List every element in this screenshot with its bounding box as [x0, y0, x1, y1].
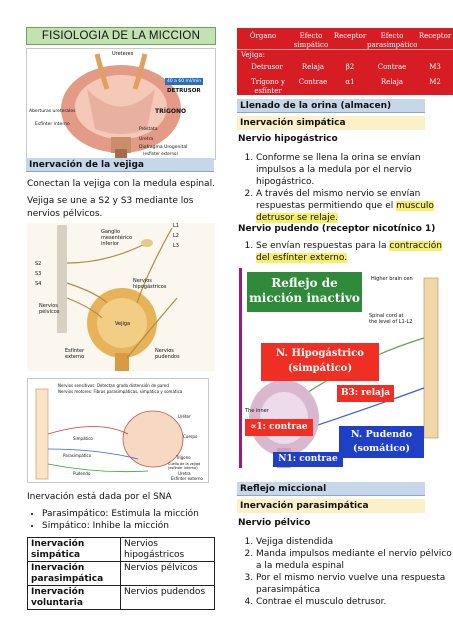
paragraph-conectan: Conectan la vejiga con la medula espinal. — [27, 179, 215, 189]
bullet-parasimpatico: • Parasimpático: Estimula la micción — [42, 508, 242, 520]
s2-label: S2 — [35, 261, 42, 267]
inervacion-simpatica-header: Inervación simpática — [237, 116, 425, 130]
esfinter-interno-label: Esfinter interno — [35, 122, 70, 127]
list-item: 3. Por el mismo nervio vuelve una respuesta parasimpática — [256, 572, 452, 596]
receptor-table-section: Vejiga: — [241, 51, 265, 59]
paragraph-sna: Inervación está dada por el SNA — [27, 492, 172, 502]
motores-note: Nervios motores: Fibras parasimpáticas, simpática y somática — [58, 389, 183, 394]
spinal-cord-label — [369, 313, 412, 325]
receptor-table-header: Órgano — [249, 32, 277, 40]
inervacion-parasimpatica-header: Inervación parasimpática — [237, 499, 425, 513]
receptor-table — [237, 28, 453, 95]
list-item: 1. Conforme se llena la orina se envían impulsos a la medula por el nervio hipogástrico. — [256, 152, 453, 188]
spinal-line2: the level of L1-L2 — [369, 319, 413, 325]
llenado-header: Llenado de la orina (almacen) — [237, 99, 425, 113]
esfinter-externo-label: (esfinter externo) — [143, 151, 179, 156]
receptor-table-header: Efecto simpático — [293, 32, 329, 49]
esfinter-fig3-label: Esfínter externo — [171, 476, 203, 481]
detrusor-label: DETRUSOR — [167, 88, 201, 94]
ganglio-label: Ganglio mesentérico inferior — [101, 229, 133, 247]
innervation-figure — [27, 223, 215, 371]
receptor-table-cell: α1 — [345, 78, 355, 86]
vejiga-label: Vejiga — [115, 321, 131, 327]
receptor-table-cell: Relaja — [380, 78, 404, 86]
hipogastrico-box — [261, 343, 379, 381]
receptor-table-cell: Trígono y esfínter — [251, 78, 285, 95]
pud-line1: N. Pudendo — [350, 429, 413, 440]
s3-label: S3 — [35, 271, 42, 277]
table-cell: Inervación simpática — [28, 538, 121, 562]
table-row — [28, 586, 215, 610]
reflejo-title-line1: Reflejo de — [271, 276, 338, 290]
volume-label: 40 a 60 ml/min — [167, 79, 202, 84]
reflejo-miccional-header: Reflejo miccional — [237, 482, 425, 496]
aberturas-label: Aberturas ureterales — [29, 109, 76, 114]
hipo-line2: (simpático) — [287, 363, 353, 374]
hipogastricos-label: Nervios hipogástricos — [133, 278, 167, 290]
pudendo-label: Pudendo — [73, 471, 91, 476]
prostata-label: Próstata — [139, 127, 158, 132]
inner-label: The inner — [245, 408, 269, 414]
pud-line2: (somático) — [353, 443, 410, 454]
list-item: 2. Manda impulsos mediante el nervio pélvico a la medula espinal — [256, 548, 452, 572]
highlighted-text: contracción del esfínter externo. — [256, 241, 442, 263]
list-item — [256, 188, 453, 224]
list-item — [256, 240, 453, 264]
receptor-table-header: Receptor — [418, 32, 452, 40]
receptor-table-cell: Contrae — [377, 63, 407, 71]
bladder-anatomy-illustration — [27, 49, 215, 159]
table-cell: Inervación voluntaria — [28, 586, 121, 610]
list-item-text: Se envían respuestas para la — [256, 241, 390, 251]
pelvicos-label: Nervios pélvicos — [39, 303, 60, 315]
b3-box: B3: relaja — [337, 385, 394, 402]
higher-brain-label: Higher brain cen — [371, 276, 413, 282]
innervation-schema-figure — [27, 378, 209, 483]
a1-box: ∝1: contrae — [245, 419, 313, 436]
l1-label: L1 — [173, 223, 179, 229]
receptor-table-cell: Detrusor — [251, 63, 283, 71]
receptor-table-header: Receptor — [333, 32, 367, 40]
pudendo-box — [339, 426, 424, 458]
trigono-fig3-label: Trígono — [176, 455, 191, 460]
table-cell: Nervios pélvicos — [121, 562, 215, 586]
reflejo-title-line2: micción inactivo — [249, 291, 360, 305]
s4-label: S4 — [35, 281, 42, 287]
reflejo-miccion-figure — [239, 268, 453, 468]
receptor-table-cell: M3 — [429, 63, 441, 71]
receptor-table-cell: β2 — [345, 63, 355, 71]
n1-box: N1: contrae — [273, 452, 343, 467]
l2-label: L2 — [173, 233, 179, 239]
page-title: FISIOLOGIA DE LA MICCION — [26, 27, 216, 45]
nervio-pudendo-heading: Nervio pudendo (receptor nicotínico 1) — [238, 224, 436, 234]
nervio-hipogastrico-heading: Nervio hipogástrico — [238, 134, 338, 144]
bladder-anatomy-figure — [26, 48, 216, 160]
list-item: 4. Contrae el musculo detrusor. — [256, 596, 452, 608]
pudendos-label: Nervios pudendos — [155, 348, 180, 360]
sna-bullet-list — [22, 508, 242, 532]
receptor-table-cell: Relaja — [301, 63, 325, 71]
parasimpatico-label: Parasimpático — [63, 453, 92, 458]
spinal-line1: Spinal cord at — [369, 313, 404, 319]
esfinter-externo-fig2-label: Esfínter externo — [65, 348, 85, 360]
ureter-label: Uréter — [178, 414, 191, 419]
diafragma-label: Diafragma Urogenital — [139, 145, 188, 150]
sensitivos-note: Nervios sensitivos: Detectan grado distensión de pared — [58, 383, 169, 388]
uretra-fig3-label: Uretra — [178, 471, 191, 476]
reflejo-list — [236, 536, 452, 608]
simpatico-label: Simpático — [73, 436, 93, 441]
nervio-pelvico-heading: Nervio pélvico — [238, 518, 311, 528]
table-row — [28, 538, 215, 562]
uretra-label: Uretra — [139, 137, 154, 142]
table-cell: Inervación parasimpática — [28, 562, 121, 586]
innervation-table — [27, 537, 215, 610]
reflejo-title-box — [247, 272, 362, 312]
cuerpo-label: Cuerpo — [183, 434, 198, 439]
trigono-label: TRÍGONO — [155, 108, 187, 115]
pudendo-list — [236, 240, 453, 264]
ureteres-label: Ureteres — [112, 51, 134, 57]
paragraph-vejiga: Vejiga se une a S2 y S3 mediante los nervios pélvicos. — [27, 196, 194, 219]
table-row — [28, 562, 215, 586]
highlighted-text: musculo detrusor se relaje. — [256, 201, 434, 223]
table-cell: Nervios hipogástricos — [121, 538, 215, 562]
receptor-table-cell: M2 — [429, 78, 441, 86]
cuello-label: Cuello de la vejiga (esfínter interno) — [168, 462, 201, 470]
inervacion-vejiga-header: Inervación de la vejiga — [26, 158, 214, 172]
receptor-table-cell: Contrae — [298, 78, 328, 86]
llenado-list — [236, 152, 453, 224]
list-item: 1. Vejiga distendida — [256, 536, 452, 548]
hipo-line1: N. Hipogástrico — [276, 348, 364, 359]
list-item-text: A través del mismo nervio se envían respuestas permitiendo que el — [256, 189, 421, 211]
receptor-table-header: Efecto parasimpático — [367, 32, 418, 49]
table-cell: Nervios pudendos — [121, 586, 215, 610]
bullet-simpatico: • Simpático: Inhibe la micción — [42, 520, 242, 532]
l3-label: L3 — [173, 243, 179, 249]
